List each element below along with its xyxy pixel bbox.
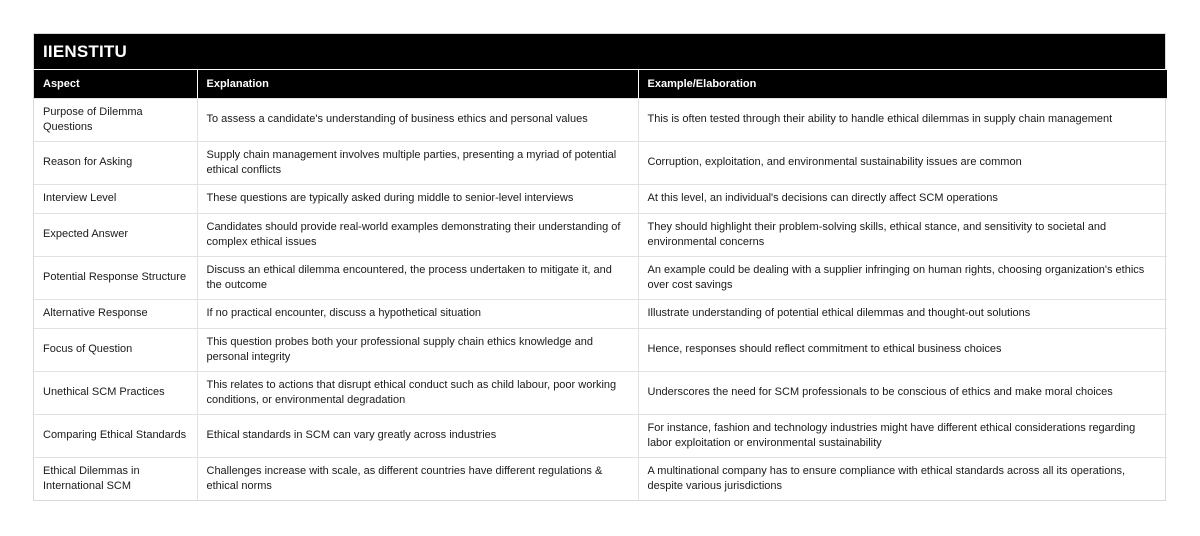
aspect-cell: Potential Response Structure	[34, 256, 197, 299]
table-row	[34, 213, 1167, 256]
aspect-cell: Unethical SCM Practices	[34, 371, 197, 414]
table-row	[34, 328, 1167, 371]
explanation-cell: If no practical encounter, discuss a hypothetical situation	[197, 299, 638, 328]
table-header-row	[34, 70, 1167, 98]
example-cell: Illustrate understanding of potential ethical dilemmas and thought-out solutions	[638, 299, 1167, 328]
table-row	[34, 457, 1167, 500]
table-row	[34, 141, 1167, 184]
example-cell: A multinational company has to ensure compliance with ethical standards across all its operations, despite various jurisdictions	[638, 457, 1167, 500]
example-cell: An example could be dealing with a supplier infringing on human rights, choosing organization's ethics over cost savings	[638, 256, 1167, 299]
example-cell: Hence, responses should reflect commitment to ethical business choices	[638, 328, 1167, 371]
aspect-cell: Focus of Question	[34, 328, 197, 371]
explanation-cell: Discuss an ethical dilemma encountered, the process undertaken to mitigate it, and the outcome	[197, 256, 638, 299]
explanation-cell: Supply chain management involves multiple parties, presenting a myriad of potential ethical conflicts	[197, 141, 638, 184]
column-header-example: Example/Elaboration	[638, 70, 1167, 98]
aspect-cell: Ethical Dilemmas in International SCM	[34, 457, 197, 500]
table-row	[34, 299, 1167, 328]
table-row	[34, 414, 1167, 457]
column-header-aspect: Aspect	[34, 70, 197, 98]
aspect-cell: Expected Answer	[34, 213, 197, 256]
aspect-cell: Reason for Asking	[34, 141, 197, 184]
aspect-cell: Comparing Ethical Standards	[34, 414, 197, 457]
explanation-cell: Candidates should provide real-world examples demonstrating their understanding of complex ethical issues	[197, 213, 638, 256]
aspect-cell: Alternative Response	[34, 299, 197, 328]
ethics-table-container	[33, 33, 1166, 501]
explanation-cell: These questions are typically asked during middle to senior-level interviews	[197, 184, 638, 213]
explanation-cell: Challenges increase with scale, as different countries have different regulations & ethical norms	[197, 457, 638, 500]
table-row	[34, 371, 1167, 414]
table-row	[34, 256, 1167, 299]
explanation-cell: To assess a candidate's understanding of business ethics and personal values	[197, 98, 638, 141]
example-cell: Corruption, exploitation, and environmental sustainability issues are common	[638, 141, 1167, 184]
example-cell: For instance, fashion and technology industries might have different ethical considerations regarding labor exploitation or environmental sustainability	[638, 414, 1167, 457]
explanation-cell: This relates to actions that disrupt ethical conduct such as child labour, poor working conditions, or environmental degradation	[197, 371, 638, 414]
example-cell: Underscores the need for SCM professionals to be conscious of ethics and make moral choices	[638, 371, 1167, 414]
column-header-explanation: Explanation	[197, 70, 638, 98]
example-cell: They should highlight their problem-solving skills, ethical stance, and sensitivity to societal and environmental concerns	[638, 213, 1167, 256]
brand-title: IIENSTITU	[34, 34, 1165, 70]
example-cell: At this level, an individual's decisions can directly affect SCM operations	[638, 184, 1167, 213]
aspect-cell: Interview Level	[34, 184, 197, 213]
explanation-cell: Ethical standards in SCM can vary greatly across industries	[197, 414, 638, 457]
explanation-cell: This question probes both your professional supply chain ethics knowledge and personal integrity	[197, 328, 638, 371]
table-row	[34, 98, 1167, 141]
ethics-table	[34, 70, 1167, 500]
example-cell: This is often tested through their ability to handle ethical dilemmas in supply chain management	[638, 98, 1167, 141]
table-row	[34, 184, 1167, 213]
aspect-cell: Purpose of Dilemma Questions	[34, 98, 197, 141]
